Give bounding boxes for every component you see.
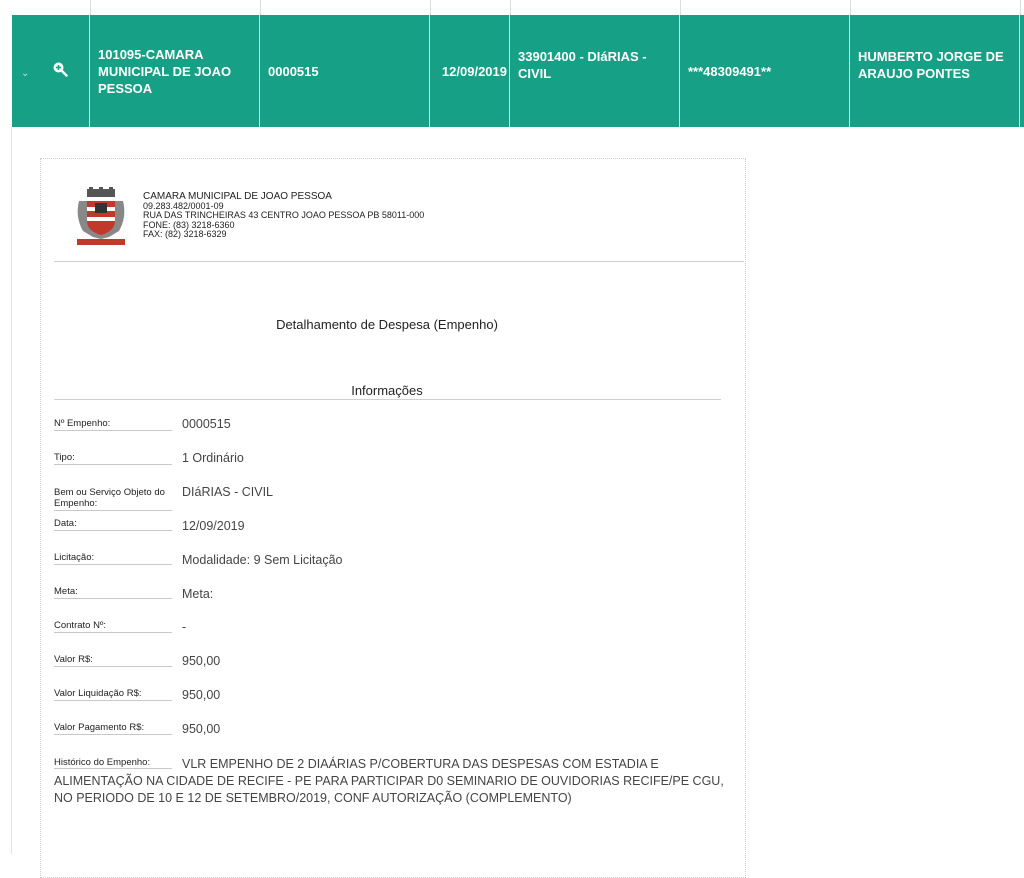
field-value: 950,00 <box>182 654 221 668</box>
org-cnpj: 09.283.482/0001-09 <box>143 200 224 211</box>
historico-label: Histórico do Empenho: <box>54 757 172 769</box>
cell-data: 12/09/2019 <box>430 15 510 127</box>
coat-of-arms-icon <box>73 187 129 247</box>
field-value: 12/09/2019 <box>182 519 245 533</box>
field-label: Valor Pagamento R$: <box>54 722 172 735</box>
historico-text: VLR EMPENHO DE 2 DIAÁRIAS P/COBERTURA DAS DESPESAS COM ESTADIA E ALIMENTAÇÃO NA CIDADE DE RECIFE - PE PARA PARTICIPAR D0 SEMINARIO DE OUVIDORIAS RECIFE/PE CGU, NO PERIODO DE 10 E 12 DE SETEMBRO/2019, CONF AUTORIZAÇÃO (COMPLEMENTO) <box>54 757 724 805</box>
expand-cell <box>12 15 90 127</box>
field-label: Tipo: <box>54 452 172 465</box>
cell-credor: HUMBERTO JORGE DE ARAUJO PONTES <box>850 15 1020 127</box>
org-phone: FONE: (83) 3218-6360 <box>143 219 235 230</box>
field-value: 950,00 <box>182 722 221 736</box>
divider <box>54 261 744 262</box>
report-panel <box>40 158 746 878</box>
divider <box>11 127 12 854</box>
chevron-down-icon[interactable]: ⌄ <box>21 68 30 79</box>
field-value: 0000515 <box>182 417 231 431</box>
cell-elemento: 33901400 - DIáRIAS - CIVIL <box>510 15 680 127</box>
field-value: - <box>182 620 187 634</box>
table-header-strip <box>0 0 1024 15</box>
divider <box>54 399 721 400</box>
org-header <box>143 192 424 240</box>
org-name: CAMARA MUNICIPAL DE JOAO PESSOA <box>143 191 332 202</box>
field-value: 1 Ordinário <box>182 451 244 465</box>
field-label: Licitação: <box>54 552 172 565</box>
field-value: Meta: <box>182 587 214 601</box>
org-fax: FAX: (82) 3218-6329 <box>143 229 227 239</box>
section-title: Informações <box>351 383 423 398</box>
field-label: Bem ou Serviço Objeto do Empenho: <box>54 487 172 511</box>
field-value: 950,00 <box>182 688 221 702</box>
report-title: Detalhamento de Despesa (Empenho) <box>276 317 498 332</box>
field-value: DIáRIAS - CIVIL <box>182 485 273 499</box>
field-label: Valor R$: <box>54 654 172 667</box>
field-value: Modalidade: 9 Sem Licitação <box>182 553 343 567</box>
cell-cpf: ***48309491** <box>680 15 850 127</box>
org-address: RUA DAS TRINCHEIRAS 43 CENTRO JOAO PESSOA PB 58011-000 <box>143 210 425 220</box>
field-label: Nº Empenho: <box>54 418 172 431</box>
field-label: Meta: <box>54 586 172 599</box>
field-label: Valor Liquidação R$: <box>54 688 172 701</box>
field-label: Data: <box>54 518 172 531</box>
table-row[interactable] <box>12 15 1024 127</box>
field-label: Contrato Nº: <box>54 620 172 633</box>
cell-empenho: 0000515 <box>260 15 430 127</box>
cell-orgao: 101095-CAMARA MUNICIPAL DE JOAO PESSOA <box>90 15 260 127</box>
